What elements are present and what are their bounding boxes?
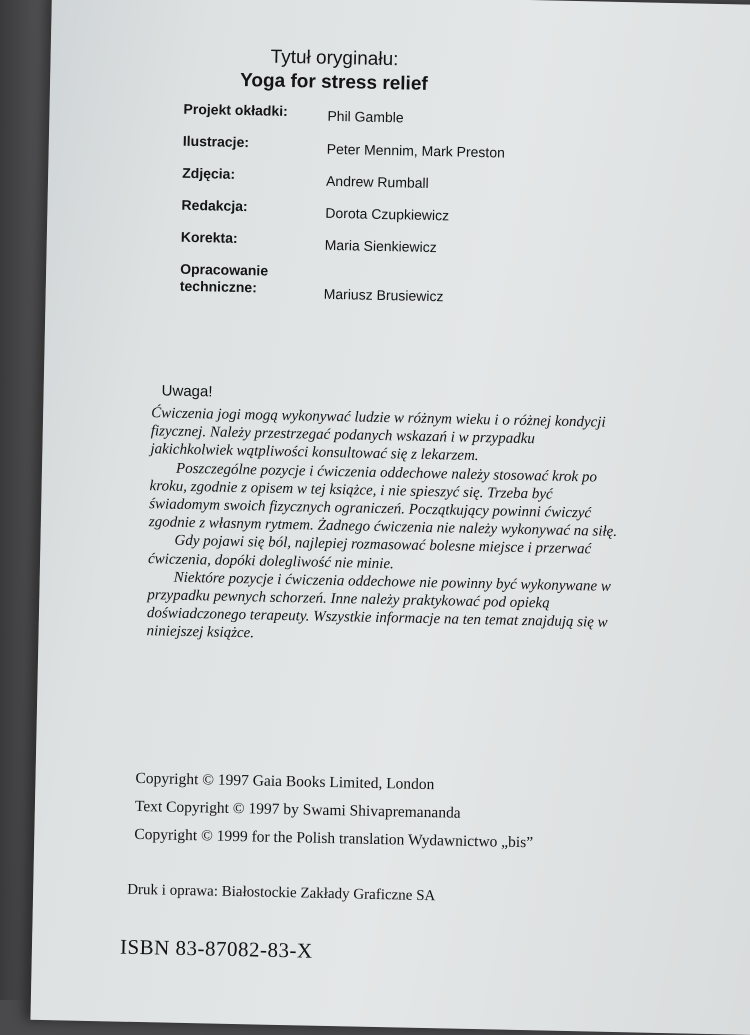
book-page bbox=[30, 0, 750, 1035]
credit-value-photos: Andrew Rumball bbox=[325, 172, 429, 191]
printing-info: Druk i oprawa: Białostockie Zakłady Graficzne SA bbox=[127, 881, 436, 905]
credit-label-cover: Projekt okładki: bbox=[183, 100, 288, 119]
warning-paragraph: Ćwiczenia jogi mogą wykonywać ludzie w różnym wieku i o różnej kondycji fizycznej. Należy przestrzegać podanych wskazań i w przypadku jakichkolwiek wątpliwości konsultować się z lekarzem. bbox=[150, 405, 606, 465]
credit-label-photos: Zdjęcia: bbox=[182, 164, 236, 182]
warning-text bbox=[146, 404, 621, 650]
warning-paragraph: Gdy pojawi się ból, najlepiej rozmasować bolesne miejsce i przerwać ćwiczenia, dopóki dolegliwość nie minie. bbox=[147, 533, 592, 572]
credit-value-cover: Phil Gamble bbox=[327, 107, 404, 126]
copyright-line: Copyright © 1999 for the Polish translation Wydawnictwo „bis” bbox=[134, 825, 534, 852]
credit-label-editing: Redakcja: bbox=[181, 196, 248, 215]
credit-value-proofreading: Maria Sienkiewicz bbox=[324, 236, 437, 256]
credit-label-illustrations: Ilustracje: bbox=[182, 132, 250, 151]
credit-value-technical: Mariusz Brusiewicz bbox=[323, 285, 444, 305]
original-title: Yoga for stress relief bbox=[239, 69, 428, 95]
warning-paragraph: Poszczególne pozycje i ćwiczenia oddechowe należy stosować krok po kroku, zgodnie z opisem w tej książce, i nie spieszyć się. Trzeba być świadomym swoich fizycznych ograniczeń. Początkujący powinni ćwiczyć zgodnie z własnym rytmem. Żadnego ćwiczenia nie należy wykonywać na siłę. bbox=[148, 460, 618, 541]
original-title-label: Tytuł oryginału: bbox=[270, 46, 399, 71]
credit-value-editing: Dorota Czupkiewicz bbox=[325, 204, 450, 224]
warning-paragraph: Niektóre pozycje i ćwiczenia oddechowe nie powinny być wykonywane w przypadku pewnych schorzeń. Inne należy praktykować pod opieką doświadczonego terapeuty. Wszystkie informacje na ten temat znajdują się w niniejszej książce. bbox=[146, 569, 612, 642]
credit-value-illustrations: Peter Mennim, Mark Preston bbox=[326, 140, 506, 161]
warning-heading: Uwaga! bbox=[161, 382, 213, 401]
credit-label-proofreading: Korekta: bbox=[180, 228, 238, 246]
credit-label-technical: Opracowanie techniczne: bbox=[179, 260, 269, 296]
copyright-line: Text Copyright © 1997 by Swami Shivapremananda bbox=[134, 797, 461, 822]
copyright-line: Copyright © 1997 Gaia Books Limited, London bbox=[135, 769, 435, 794]
isbn: ISBN 83-87082-83-X bbox=[119, 934, 313, 963]
